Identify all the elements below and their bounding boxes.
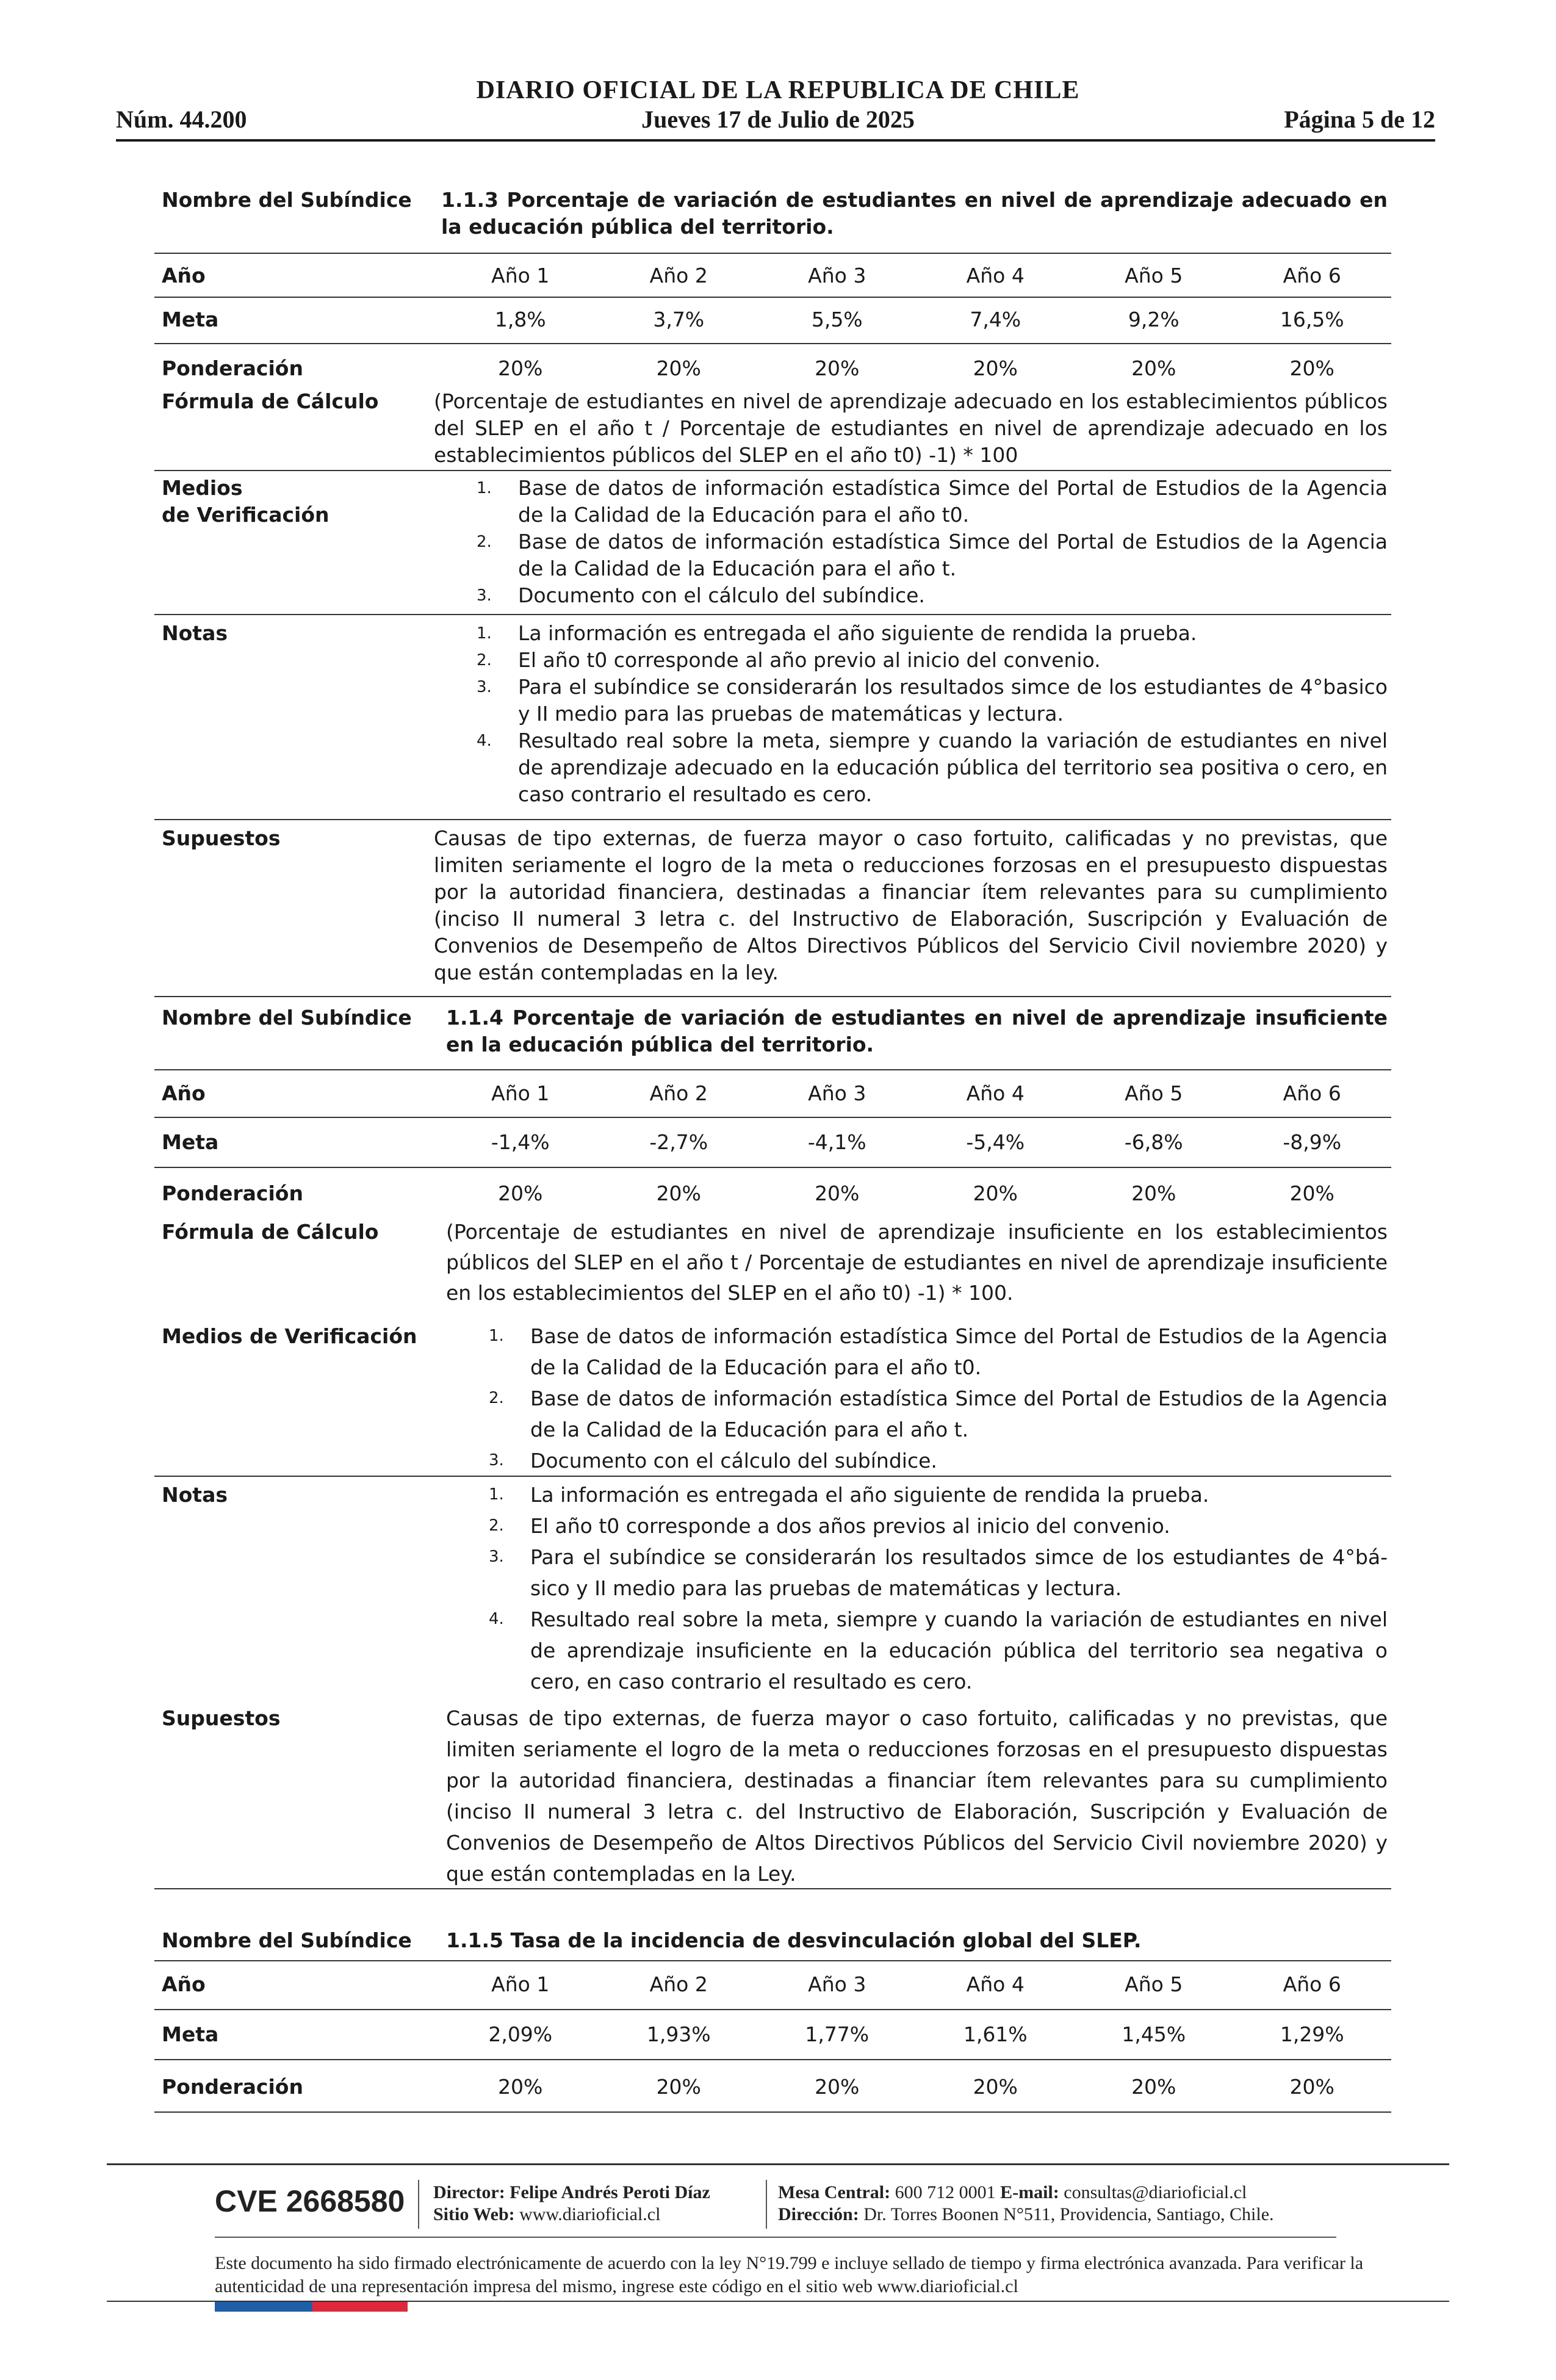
- ponderacion-cell: 20%: [1289, 356, 1334, 380]
- meta-cells: [441, 306, 1391, 343]
- meta-cell: 2,09%: [488, 2022, 553, 2046]
- issue-date: Jueves 17 de Julio de 2025: [641, 106, 915, 133]
- year-cells: [441, 262, 1391, 297]
- year-cell: Año 2: [649, 264, 708, 287]
- ponderacion-cell: 20%: [815, 2075, 860, 2099]
- year-cell: Año 2: [649, 1972, 708, 1996]
- ponderacion-cell: 20%: [1131, 1181, 1176, 1205]
- medios-row: [154, 1318, 1391, 1477]
- ponderacion-cell: 20%: [656, 2075, 701, 2099]
- meta-cell: 1,77%: [805, 2022, 870, 2046]
- flag-bar-blue: [215, 2302, 312, 2312]
- meta-cell: 1,29%: [1280, 2022, 1344, 2046]
- director-name: Felipe Andrés Peroti Díaz: [510, 2182, 710, 2202]
- notas-row: [154, 615, 1391, 820]
- meta-cell: -8,9%: [1283, 1130, 1342, 1154]
- row-label: Nombre del Subíndice: [162, 1928, 412, 1952]
- year-cell: Año 1: [491, 1972, 550, 1996]
- meta-cells: [441, 2021, 1391, 2059]
- year-row: [154, 1961, 1391, 2010]
- meta-cells: [441, 1129, 1391, 1167]
- address-value: Dr. Torres Boonen N°511, Providencia, Santiago, Chile.: [863, 2204, 1274, 2224]
- supuestos-text: Causas de tipo externas, de fuerza mayor o caso fortuito, calificadas y no previstas, que limiten seriamente el logro de la meta o reducciones forzosas en el presupuesto dispuestas por la autoridad financiera, destinadas a financiar ítem relevantes para su cumplimiento (inciso II numeral 3 letra c. del Instructivo de Elaboración, Suscripción y Evaluación de Convenios de Desempeño de Altos Directivos Públicos del Servicio Civil noviembre 2020) y que están contempladas en la ley.: [434, 826, 1388, 984]
- year-cell: Año 6: [1283, 1972, 1341, 1996]
- signature-notice: Este documento ha sido firmado electrónicamente de acuerdo con la ley N°19.799 e incluye sellado de tiempo y firma electrónica avanzada. Para verificar la autenticidad de una representación impresa del mismo, ingrese este código en el sitio web www.diarioficial.cl: [215, 2253, 1364, 2296]
- year-cell: Año 4: [966, 264, 1025, 287]
- meta-row: [154, 298, 1391, 344]
- year-cell: Año 2: [649, 1081, 708, 1105]
- list-item-text: Para el subíndice se considerarán los resultados simce de los estudiantes de 4°basico y II medio para las pruebas de matemáticas y lectura.: [518, 675, 1388, 726]
- list-item-text: El año t0 corresponde al año previo al inicio del convenio.: [518, 648, 1101, 672]
- list-item: [446, 1321, 1388, 1383]
- ponderacion-row: [154, 1168, 1391, 1211]
- list-item-text: Resultado real sobre la meta, siempre y cuando la variación de estudiantes en nivel de aprendizaje insuficiente en la educación pública del territorio sea negativa o cero, en caso contrario el resultado es cero.: [530, 1607, 1388, 1693]
- list-number: 2.: [489, 1516, 504, 1535]
- list-item: [434, 727, 1388, 808]
- list-item-text: Para el subíndice se considerarán los resultados simce de los estudiantes de 4°bá- sico y II medio para las pruebas de matemáticas y lectura.: [530, 1545, 1388, 1600]
- meta-cell: 3,7%: [653, 308, 705, 331]
- address-label: Dirección:: [778, 2204, 859, 2224]
- subindex-table-1-1-4: [154, 997, 1391, 1889]
- meta-cell: 1,93%: [646, 2022, 711, 2046]
- ponderacion-cell: 20%: [973, 1181, 1018, 1205]
- list-number: 1.: [489, 1327, 504, 1345]
- year-cells: [441, 1971, 1391, 2009]
- row-label: Supuestos: [162, 1706, 281, 1730]
- address-line: [778, 2204, 1274, 2226]
- supuestos-row: [154, 820, 1391, 997]
- year-cell: Año 1: [491, 1081, 550, 1105]
- list-number: 3.: [489, 1548, 504, 1566]
- subindex-name: 1.1.3 Porcentaje de variación de estudiantes en nivel de aprendizaje adecuado en la educación pública del territorio.: [441, 188, 1388, 239]
- ponderacion-cell: 20%: [815, 356, 860, 380]
- subindex-name: 1.1.5 Tasa de la incidencia de desvinculación global del SLEP.: [446, 1928, 1142, 1952]
- list-item-text: Base de datos de información estadística Simce del Portal de Estudios de la Agencia de la Calidad de la Educación para el año t.: [518, 530, 1388, 580]
- meta-cell: -1,4%: [491, 1130, 550, 1154]
- list-item: [446, 1479, 1388, 1510]
- row-label: Año: [162, 1972, 206, 1996]
- subindex-name: 1.1.4 Porcentaje de variación de estudiantes en nivel de aprendizaje insuficiente en la educación pública del territorio.: [446, 1006, 1388, 1056]
- year-cell: Año 5: [1125, 264, 1183, 287]
- list-item: [434, 620, 1388, 647]
- list-item: [434, 674, 1388, 727]
- meta-cell: -4,1%: [807, 1130, 866, 1154]
- meta-cell: 5,5%: [811, 308, 863, 331]
- meta-cell: 7,4%: [970, 308, 1021, 331]
- meta-row: [154, 1118, 1391, 1168]
- row-label: Supuestos: [162, 826, 281, 850]
- meta-cell: 1,45%: [1122, 2022, 1186, 2046]
- year-cell: Año 3: [808, 1972, 866, 1996]
- row-label: Ponderación: [162, 2075, 303, 2099]
- list-number: 1.: [489, 1485, 504, 1504]
- year-cell: Año 5: [1125, 1081, 1183, 1105]
- row-label: Fórmula de Cálculo: [162, 389, 379, 413]
- list-number: 3.: [477, 678, 492, 696]
- year-cell: Año 3: [808, 264, 866, 287]
- mesa-value: 600 712 0001: [895, 2182, 996, 2202]
- list-item-text: La información es entregada el año siguiente de rendida la prueba.: [518, 621, 1197, 645]
- footer-divider: [215, 2237, 1336, 2238]
- row-label: Meta: [162, 2022, 219, 2046]
- year-cell: Año 4: [966, 1972, 1025, 1996]
- list-number: 1.: [477, 479, 492, 497]
- ponderacion-cells: [441, 2074, 1391, 2111]
- meta-cell: -5,4%: [966, 1130, 1025, 1154]
- list-number: 4.: [489, 1610, 504, 1628]
- subindex-table-1-1-3: [154, 181, 1391, 997]
- ponderacion-cell: 20%: [815, 1181, 860, 1205]
- row-label: Meta: [162, 1130, 219, 1154]
- list-item-text: La información es entregada el año siguiente de rendida la prueba.: [530, 1483, 1209, 1507]
- row-label: Notas: [162, 1483, 228, 1507]
- subindex-name-row: [154, 181, 1391, 254]
- medios-row: [154, 471, 1391, 615]
- subindex-table-1-1-5: [154, 1909, 1391, 2113]
- list-number: 2.: [477, 533, 492, 551]
- ponderacion-cell: 20%: [973, 356, 1018, 380]
- subindex-name-row: [154, 1909, 1391, 1961]
- list-item-text: Base de datos de información estadística Simce del Portal de Estudios de la Agencia de la Calidad de la Educación para el año t0.: [518, 476, 1388, 527]
- subindex-name-row: [154, 997, 1391, 1070]
- year-cells: [441, 1080, 1391, 1117]
- year-cell: Año 3: [808, 1081, 866, 1105]
- notas-list: [441, 1479, 1391, 1701]
- ponderacion-cells: [441, 355, 1391, 386]
- row-label: Meta: [162, 308, 219, 331]
- year-row: [154, 254, 1391, 298]
- list-item-text: Base de datos de información estadística Simce del Portal de Estudios de la Agencia de la Calidad de la Educación para el año t0.: [530, 1324, 1388, 1379]
- footer-divider: [107, 2163, 1449, 2165]
- medios-list: [441, 475, 1391, 614]
- ponderacion-cell: 20%: [1131, 356, 1176, 380]
- list-item: [446, 1510, 1388, 1542]
- meta-cell: -6,8%: [1124, 1130, 1183, 1154]
- row-label: Nombre del Subíndice: [162, 188, 412, 212]
- ponderacion-cell: 20%: [498, 356, 543, 380]
- list-item-text: El año t0 corresponde a dos años previos al inicio del convenio.: [530, 1514, 1170, 1538]
- year-cell: Año 6: [1283, 1081, 1341, 1105]
- contact-line: [778, 2182, 1247, 2204]
- list-item: [446, 1604, 1388, 1697]
- list-number: 3.: [489, 1451, 504, 1469]
- list-item: [446, 1445, 1388, 1476]
- supuestos-row: [154, 1701, 1391, 1889]
- list-item-text: Documento con el cálculo del subíndice.: [530, 1449, 937, 1473]
- year-cell: Año 5: [1125, 1972, 1183, 1996]
- supuestos-text: Causas de tipo externas, de fuerza mayor o caso fortuito, calificadas y no previstas, que limiten seriamente el logro de la meta o reducciones forzosas en el presupuesto dispuestas por la autoridad financiera, destinadas a financiar ítem relevantes para su cumplimiento (inciso II numeral 3 letra c. del Instructivo de Elaboración, Suscripción y Evaluación de Convenios de Desempeño de Altos Directivos Públicos del Servicio Civil noviembre 2020) y que están contempladas en la Ley.: [446, 1706, 1388, 1886]
- row-label: Año: [162, 264, 206, 287]
- meta-cell: 1,8%: [494, 308, 546, 331]
- year-row: [154, 1070, 1391, 1118]
- list-item: [446, 1542, 1388, 1604]
- row-label: Fórmula de Cálculo: [162, 1220, 379, 1244]
- list-number: 2.: [489, 1389, 504, 1407]
- ponderacion-cell: 20%: [1131, 2075, 1176, 2099]
- list-item-text: Documento con el cálculo del subíndice.: [518, 583, 925, 607]
- ponderacion-cell: 20%: [656, 1181, 701, 1205]
- row-label: [154, 475, 441, 614]
- ponderacion-cell: 20%: [656, 356, 701, 380]
- year-cell: Año 1: [491, 264, 550, 287]
- notas-row: [154, 1477, 1391, 1701]
- footer-separator: [418, 2180, 419, 2229]
- row-label-line: Medios: [162, 476, 243, 500]
- ponderacion-cells: [441, 1180, 1391, 1211]
- footer-separator: [766, 2180, 767, 2229]
- row-label: Medios de Verificación: [162, 1324, 417, 1348]
- meta-cell: 16,5%: [1280, 308, 1344, 331]
- director-label: Director:: [433, 2182, 505, 2202]
- row-label: Ponderación: [162, 1181, 303, 1205]
- flag-bar-red: [312, 2302, 408, 2312]
- list-item: [434, 475, 1388, 528]
- list-item-text: Base de datos de información estadística Simce del Portal de Estudios de la Agencia de la Calidad de la Educación para el año t.: [530, 1387, 1388, 1441]
- notas-list: [441, 620, 1391, 819]
- meta-cell: -2,7%: [649, 1130, 708, 1154]
- year-cell: Año 6: [1283, 264, 1341, 287]
- ponderacion-cell: 20%: [973, 2075, 1018, 2099]
- year-cell: Año 4: [966, 1081, 1025, 1105]
- formula-row: [154, 386, 1391, 471]
- meta-cell: 1,61%: [963, 2022, 1028, 2046]
- list-item: [434, 528, 1388, 582]
- ponderacion-row: [154, 2060, 1391, 2113]
- formula-text: (Porcentaje de estudiantes en nivel de aprendizaje insuficiente en los establecimientos públicos del SLEP en el año t / Porcentaje de estudiantes en nivel de aprendizaje insuficiente en los establecimientos del SLEP en el año t0) -1) * 100.: [446, 1220, 1388, 1305]
- list-item: [446, 1383, 1388, 1445]
- email-label: E-mail:: [1000, 2182, 1059, 2202]
- list-item: [434, 647, 1388, 674]
- mesa-label: Mesa Central:: [778, 2182, 891, 2202]
- ponderacion-cell: 20%: [1289, 2075, 1334, 2099]
- ponderacion-cell: 20%: [498, 1181, 543, 1205]
- website-label: Sitio Web:: [433, 2204, 515, 2224]
- list-item: [434, 582, 1388, 609]
- email-link[interactable]: consultas@diarioficial.cl: [1064, 2182, 1247, 2202]
- cve-code: CVE 2668580: [215, 2184, 405, 2218]
- newspaper-title: DIARIO OFICIAL DE LA REPUBLICA DE CHILE: [476, 76, 1080, 104]
- website-link[interactable]: www.diarioficial.cl: [519, 2204, 661, 2224]
- page-number: Página 5 de 12: [1284, 106, 1435, 133]
- issue-number: Núm. 44.200: [116, 106, 247, 133]
- row-label: Ponderación: [162, 356, 303, 380]
- medios-list: [441, 1321, 1391, 1476]
- list-item-text: Resultado real sobre la meta, siempre y cuando la variación de estudiantes en nivel de aprendizaje adecuado en la educación pública del territorio sea positiva o cero, en caso contrario el resultado es cero.: [518, 729, 1388, 806]
- ponderacion-row: [154, 344, 1391, 386]
- list-number: 2.: [477, 651, 492, 669]
- row-label: Notas: [162, 621, 228, 645]
- list-number: 4.: [477, 732, 492, 750]
- list-number: 1.: [477, 624, 492, 643]
- ponderacion-cell: 20%: [1289, 1181, 1334, 1205]
- row-label: Año: [162, 1081, 206, 1105]
- row-label-line: de Verificación: [162, 503, 330, 527]
- row-label: Nombre del Subíndice: [162, 1006, 412, 1030]
- ponderacion-cell: 20%: [498, 2075, 543, 2099]
- meta-row: [154, 2010, 1391, 2060]
- formula-row: [154, 1211, 1391, 1318]
- formula-text: (Porcentaje de estudiantes en nivel de aprendizaje adecuado en los establecimientos públicos del SLEP en el año t / Porcentaje de estudiantes en nivel de aprendizaje adecuado en los establecimientos públicos del SLEP en el año t0) -1) * 100: [434, 389, 1388, 467]
- meta-cell: 9,2%: [1128, 308, 1180, 331]
- director-line: [433, 2182, 710, 2204]
- website-line: [433, 2204, 660, 2226]
- header-divider: [116, 139, 1435, 142]
- list-number: 3.: [477, 586, 492, 605]
